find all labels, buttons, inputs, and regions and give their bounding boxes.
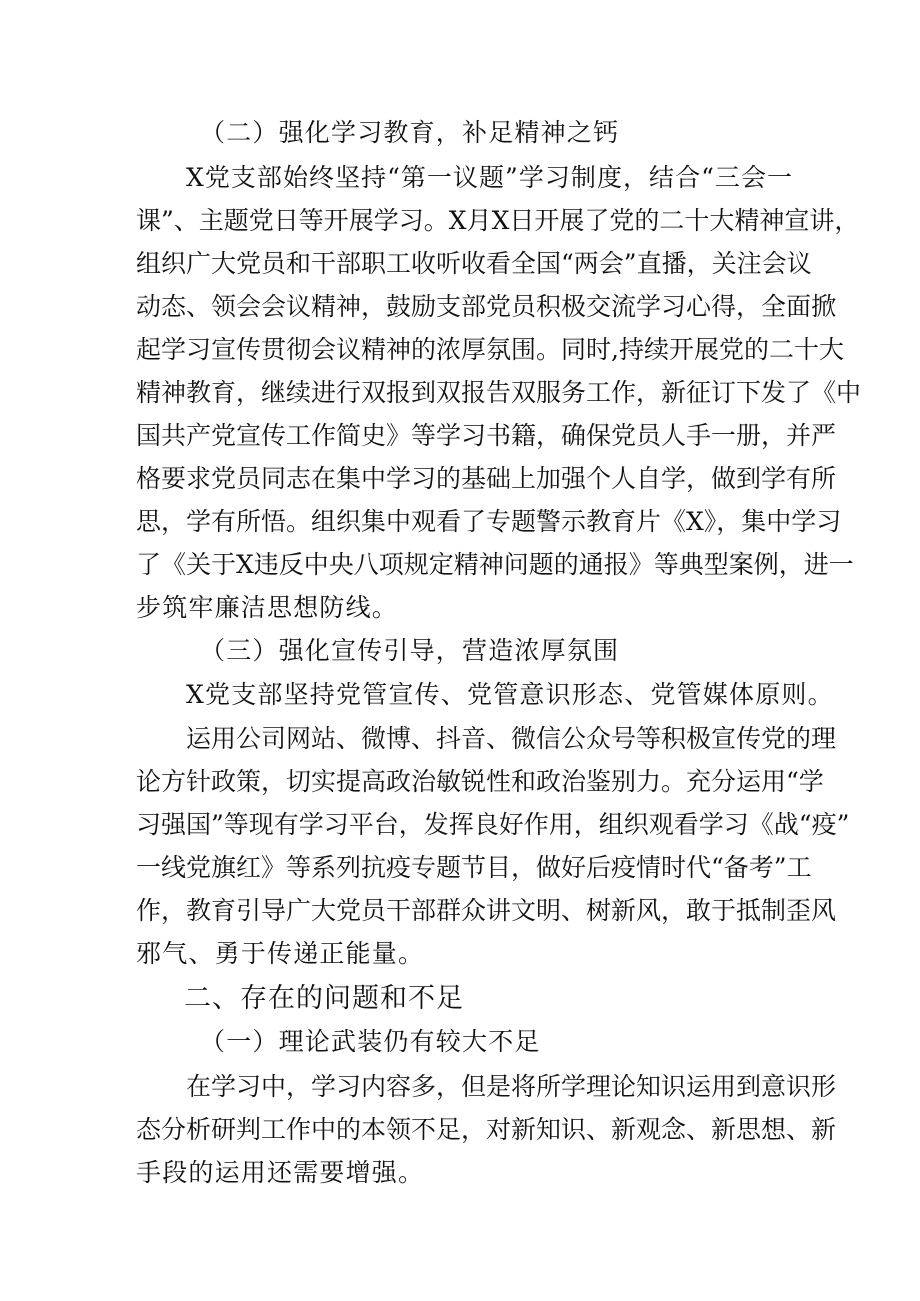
- paragraph-line: 起学习宣传贯彻会议精神的浓厚氛围。同时,持续开展党的二十大: [136, 335, 844, 364]
- section-heading-2: （二）强化学习教育，补足精神之钙: [200, 118, 620, 147]
- paragraph-line: 国共产党宣传工作简史》等学习书籍，确保党员人手一册，并严: [136, 421, 837, 450]
- paragraph-line: X党支部始终坚持“第一议题”学习制度，结合“三会一: [186, 163, 792, 192]
- paragraph-line: 论方针政策，切实提高政治敏锐性和政治鉴别力。充分运用“学: [136, 767, 824, 796]
- paragraph-line: 格要求党员同志在集中学习的基础上加强个人自学，做到学有所: [136, 464, 837, 493]
- paragraph-line: 组织广大党员和干部职工收听收看全国“两会”直播，关注会议: [136, 249, 812, 278]
- paragraph-line: 动态、领会会议精神，鼓励支部党员积极交流学习心得，全面掀: [136, 292, 837, 321]
- sub-heading: （一）理论武装仍有较大不足: [200, 1027, 541, 1056]
- paragraph-line: 在学习中，学习内容多，但是将所学理论知识运用到意识形: [186, 1072, 837, 1101]
- paragraph-line: 精神教育，继续进行双报到双报告双服务工作，新征订下发了《中: [136, 378, 862, 407]
- paragraph-line: 手段的运用还需要增强。: [136, 1158, 425, 1187]
- paragraph-line: 习强国”等现有学习平台，发挥良好作用，组织观看学习《战“疫”: [136, 810, 850, 839]
- paragraph-line: 步筑牢廉洁思想防线。: [136, 593, 399, 622]
- paragraph-line: X党支部坚持党管宣传、党管意识形态、党管媒体原则。: [186, 680, 834, 709]
- section-heading-3: （三）强化宣传引导，营造浓厚氛围: [200, 636, 620, 665]
- paragraph-line: 态分析研判工作中的本领不足，对新知识、新观念、新思想、新: [136, 1115, 837, 1144]
- paragraph-line: 了《关于X违反中央八项规定精神问题的通报》等典型案例，进一: [136, 550, 854, 579]
- paragraph-line: 作，教育引导广大党员干部群众讲文明、树新风，敢于抵制歪风: [136, 896, 837, 925]
- paragraph-line: 运用公司网站、微博、抖音、微信公众号等积极宣传党的理: [186, 724, 837, 753]
- paragraph-line: 邪气、勇于传递正能量。: [136, 939, 425, 968]
- paragraph-line: 一线党旗红》等系列抗疫专题节目，做好后疫情时代“备考”工: [136, 853, 812, 882]
- paragraph-line: 课”、主题党日等开展学习。X月X日开展了党的二十大精神宣讲，: [136, 206, 860, 235]
- paragraph-line: 思，学有所悟。组织集中观看了专题警示教育片《X》，集中学习: [136, 507, 842, 536]
- part-heading: 二、存在的问题和不足: [184, 983, 464, 1014]
